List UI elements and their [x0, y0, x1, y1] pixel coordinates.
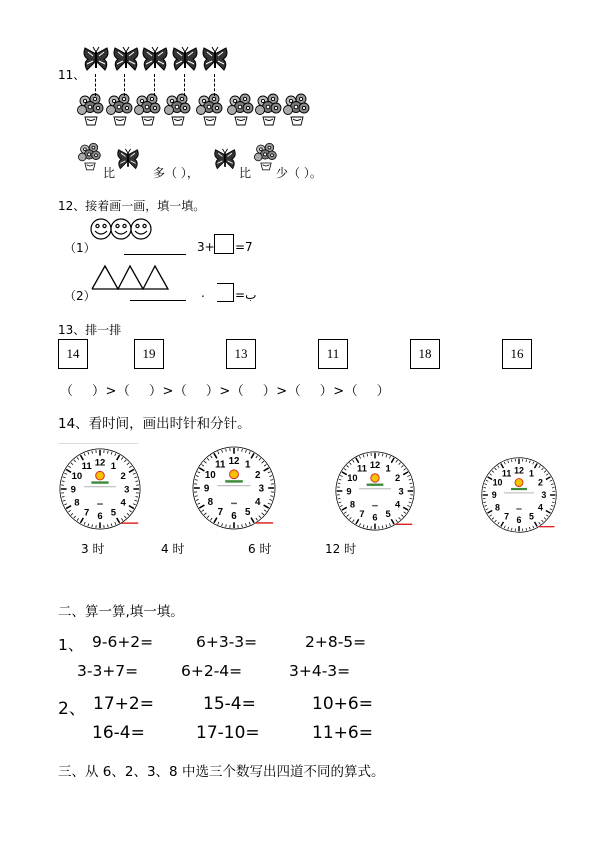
butterfly-icon: [82, 44, 110, 80]
number-box: 18: [410, 339, 440, 369]
svg-text:12: 12: [514, 465, 524, 476]
svg-text:3: 3: [541, 490, 547, 501]
row1-label: 1、: [58, 636, 84, 654]
smiley-faces-icon: [90, 217, 152, 241]
dashed-connector: [95, 74, 96, 96]
svg-text:12: 12: [369, 460, 381, 471]
clock-label: 4 时: [161, 542, 185, 556]
svg-text:2: 2: [120, 470, 126, 482]
clock-face-4[interactable]: [480, 456, 558, 534]
svg-text:10: 10: [204, 469, 216, 481]
svg-text:3: 3: [124, 484, 130, 496]
row3-label: 2、: [58, 699, 86, 719]
q11-sentence1-compare: 比: [103, 166, 116, 180]
q14-title: 14、看时间，画出时针和分针。: [58, 416, 251, 432]
svg-text:2: 2: [538, 477, 543, 488]
q12-row1-answer-box[interactable]: [214, 234, 234, 254]
svg-text:4: 4: [254, 497, 261, 509]
svg-text:6: 6: [97, 511, 103, 523]
q12-row1-label: （1）: [64, 241, 96, 255]
svg-text:6: 6: [516, 514, 522, 525]
equation[interactable]: 17+2=: [93, 694, 154, 714]
butterfly-icon: [116, 146, 140, 178]
clock-label: 12 时: [325, 542, 357, 556]
butterfly-icon: [201, 44, 229, 80]
svg-text:1: 1: [244, 459, 251, 471]
svg-text:2: 2: [254, 469, 261, 481]
equation[interactable]: 10+6=: [312, 694, 373, 714]
svg-text:4: 4: [120, 497, 126, 509]
svg-text:12: 12: [228, 456, 240, 468]
clock-face-1[interactable]: [58, 447, 142, 531]
dashed-connector: [184, 74, 185, 96]
q12-row1-expr-a: 3+: [197, 240, 215, 254]
q11-sentence1-more: 多（ ），: [153, 166, 199, 180]
svg-text:9: 9: [70, 484, 76, 496]
q12-row2-label: （2）: [64, 289, 96, 303]
number-box: 16: [502, 339, 532, 369]
q11-sentence2-compare: 比: [239, 166, 252, 180]
svg-text:7: 7: [83, 507, 90, 519]
q12-row1-expr-b: =7: [235, 240, 253, 254]
svg-text:7: 7: [504, 511, 510, 522]
flower-icon: [196, 93, 224, 131]
svg-text:10: 10: [347, 473, 358, 484]
equation[interactable]: 3-3+7=: [77, 662, 139, 680]
svg-text:11: 11: [501, 468, 512, 479]
butterfly-icon: [141, 44, 169, 80]
number-box: 19: [134, 339, 164, 369]
svg-text:9: 9: [491, 490, 497, 501]
equation[interactable]: 6+2-4=: [181, 662, 243, 680]
svg-text:8: 8: [207, 497, 214, 509]
svg-text:1: 1: [385, 463, 391, 474]
svg-text:8: 8: [495, 502, 500, 513]
svg-text:11: 11: [215, 459, 226, 471]
svg-text:9: 9: [203, 483, 210, 495]
equation[interactable]: 15-4=: [203, 694, 256, 714]
q12-row1-answer-blank[interactable]: [124, 240, 186, 255]
svg-text:2: 2: [395, 473, 401, 484]
svg-text:5: 5: [528, 511, 534, 522]
flower-icon: [78, 142, 102, 176]
svg-text:11: 11: [81, 461, 92, 473]
dashed-connector: [124, 74, 125, 96]
svg-text:5: 5: [110, 507, 117, 519]
q12-row2-answer-box[interactable]: [217, 283, 234, 302]
equation[interactable]: 3+4-3=: [289, 662, 351, 680]
clock-face-2[interactable]: [191, 445, 277, 531]
dashed-connector: [214, 74, 215, 96]
section2-title: 二、算一算,填一填。: [58, 604, 184, 620]
equation[interactable]: 17-10=: [196, 723, 260, 743]
clock-face-3[interactable]: [334, 450, 416, 532]
svg-text:7: 7: [217, 507, 224, 519]
svg-text:4: 4: [395, 499, 401, 510]
number-box: 11: [318, 339, 348, 369]
q11-number: 11、: [58, 68, 86, 82]
flower-icon: [164, 93, 192, 131]
q12-row2-answer-blank[interactable]: [130, 286, 186, 301]
svg-text:5: 5: [385, 508, 391, 519]
svg-text:10: 10: [492, 477, 503, 488]
equation[interactable]: 16-4=: [92, 723, 145, 743]
svg-text:4: 4: [538, 502, 543, 513]
svg-text:1: 1: [110, 461, 117, 473]
svg-text:10: 10: [71, 470, 83, 482]
flower-icon: [106, 93, 134, 131]
flower-icon: [254, 142, 278, 176]
flower-icon: [227, 93, 255, 131]
q11-sentence2-less: 少（ ）。: [276, 166, 322, 180]
svg-text:3: 3: [258, 483, 265, 495]
svg-text:6: 6: [231, 510, 237, 522]
q12-row2-expr-a: .: [201, 286, 205, 300]
clock-label: 3 时: [81, 542, 105, 556]
svg-text:1: 1: [528, 468, 534, 479]
butterfly-icon: [112, 44, 140, 80]
svg-text:6: 6: [372, 512, 378, 523]
svg-text:12: 12: [94, 457, 106, 469]
q12-row2-expr-b: =ب: [235, 288, 257, 302]
equation[interactable]: 9-6+2=: [92, 633, 154, 651]
dashed-connector: [154, 74, 155, 96]
butterfly-icon: [213, 146, 237, 178]
q13-order-line[interactable]: （ ）>（ ）>（ ）>（ ）>（ ）>（ ）: [60, 384, 391, 399]
flower-icon: [77, 93, 105, 131]
clock-frame-line: [58, 443, 138, 444]
equation[interactable]: 2+8-5=: [305, 633, 367, 651]
flower-icon: [255, 93, 283, 131]
q13-title: 13、排一排: [58, 323, 122, 337]
svg-text:7: 7: [359, 508, 365, 519]
equation[interactable]: 11+6=: [312, 723, 373, 743]
butterfly-icon: [171, 44, 199, 80]
svg-text:8: 8: [74, 497, 80, 509]
svg-text:3: 3: [398, 486, 404, 497]
svg-text:11: 11: [357, 463, 367, 474]
q12-title: 12、接着画一画，填一填。: [58, 199, 206, 213]
equation[interactable]: 6+3-3=: [196, 633, 258, 651]
flower-icon: [134, 93, 162, 131]
svg-text:8: 8: [349, 499, 355, 510]
section3-title: 三、从 6、2、3、8 中选三个数写出四道不同的算式。: [58, 764, 385, 780]
clock-label: 6 时: [248, 542, 272, 556]
flower-icon: [283, 93, 311, 131]
number-box: 13: [226, 339, 256, 369]
svg-text:9: 9: [346, 486, 352, 497]
svg-text:5: 5: [244, 507, 251, 519]
number-box: 14: [58, 339, 88, 369]
